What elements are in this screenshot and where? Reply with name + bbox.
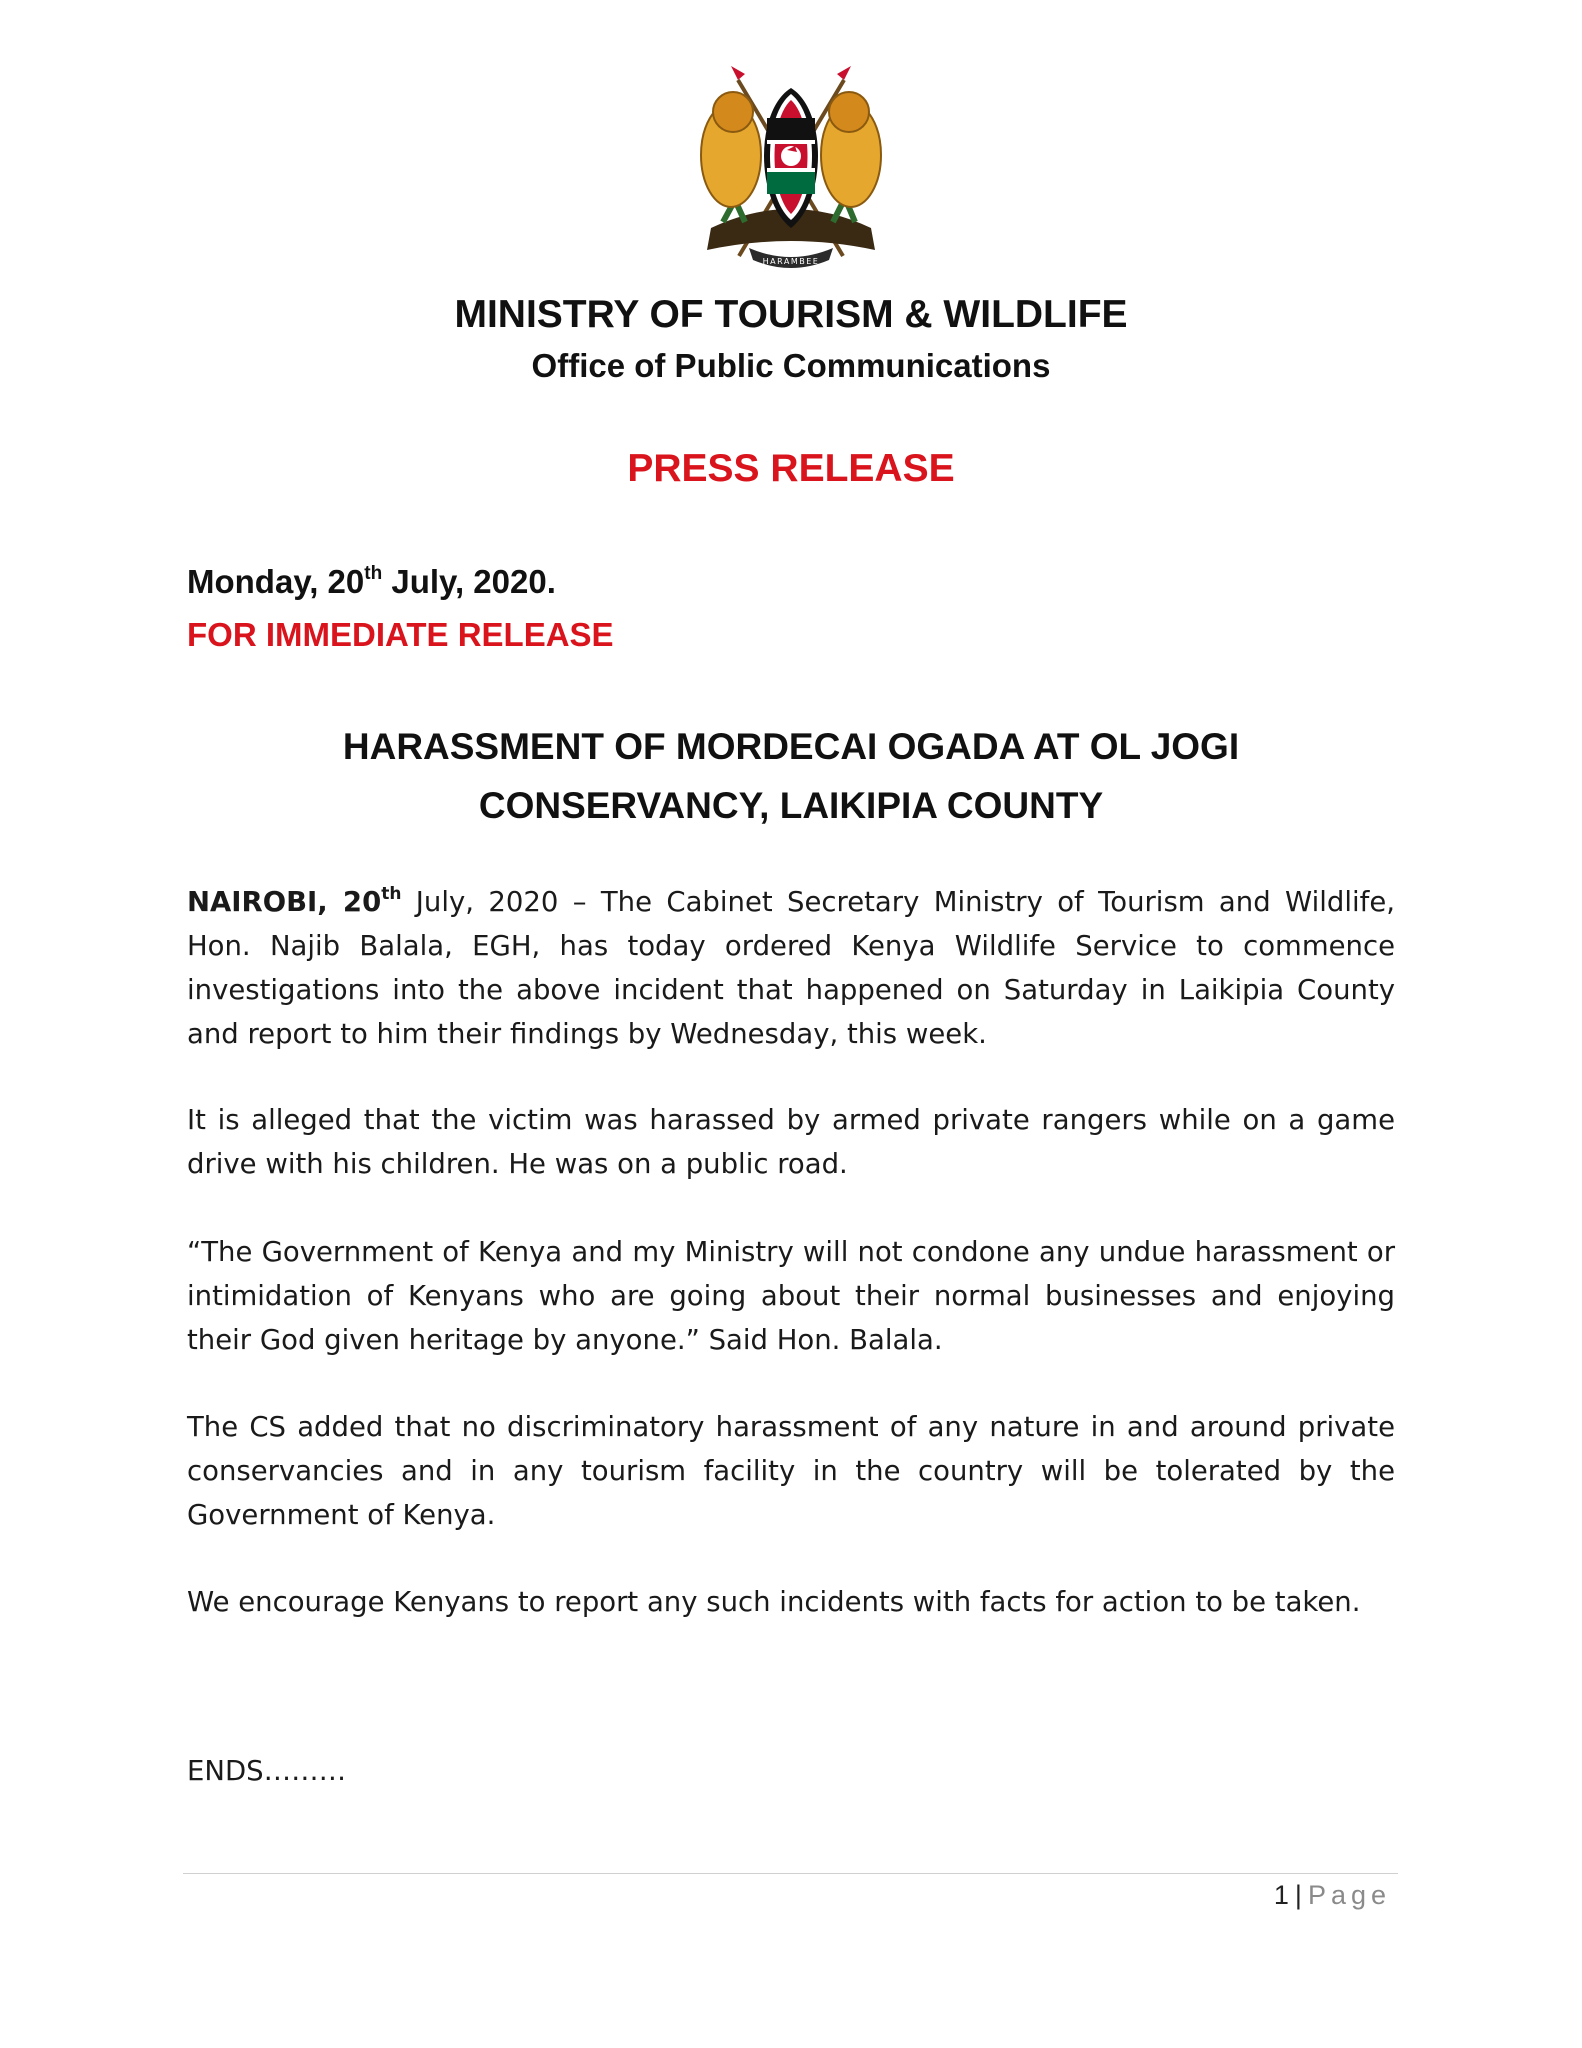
ends-marker: ENDS……… <box>187 1755 347 1787</box>
headline-line-1: HARASSMENT OF MORDECAI OGADA AT OL JOGI <box>342 726 1240 767</box>
body-paragraph-2: It is alleged that the victim was harassed by armed private rangers while on a game drive with his children. He was on a public road. <box>187 1104 1395 1180</box>
body-paragraph-5: We encourage Kenyans to report any such incidents with facts for action to be taken. <box>187 1586 1361 1618</box>
page-number: 1 <box>1273 1880 1289 1910</box>
kenya-coat-of-arms-icon <box>683 60 899 280</box>
immediate-release-label: FOR IMMEDIATE RELEASE <box>187 616 614 653</box>
page-label: Page <box>1307 1880 1391 1910</box>
body-paragraph-1: NAIROBI, 20th July, 2020 – The Cabinet Secretary Ministry of Tourism and Wildlife, Hon. Najib Balala, EGH, has today ordered Kenya Wildlife Service to commence investigations into the above incident that happened on Saturday in Laikipia County and report to him their findings by Wednesday, this week. <box>187 884 1395 1050</box>
headline <box>187 717 1395 835</box>
page-separator: | <box>1294 1880 1302 1910</box>
press-release-heading: PRESS RELEASE <box>627 447 955 490</box>
office-name: Office of Public Communications <box>531 347 1051 384</box>
page-footer <box>1274 1880 1391 1911</box>
crest-motto: HARAMBEE <box>762 257 820 266</box>
footer-divider <box>183 1873 1398 1874</box>
release-date: Monday, 20th July, 2020. <box>187 563 556 600</box>
headline-line-2: CONSERVANCY, LAIKIPIA COUNTY <box>478 785 1104 826</box>
body-paragraph-4: The CS added that no discriminatory harassment of any nature in and around private conservancies and in any tourism facility in the country will be tolerated by the Government of Kenya. <box>187 1411 1395 1531</box>
body-paragraph-3: “The Government of Kenya and my Ministry will not condone any undue harassment or intimidation of Kenyans who are going about their normal businesses and enjoying their God given heritage by anyone.” Said Hon. Balala. <box>187 1236 1395 1356</box>
dateline: NAIROBI, 20th <box>187 884 402 918</box>
ministry-name: MINISTRY OF TOURISM & WILDLIFE <box>454 293 1128 336</box>
